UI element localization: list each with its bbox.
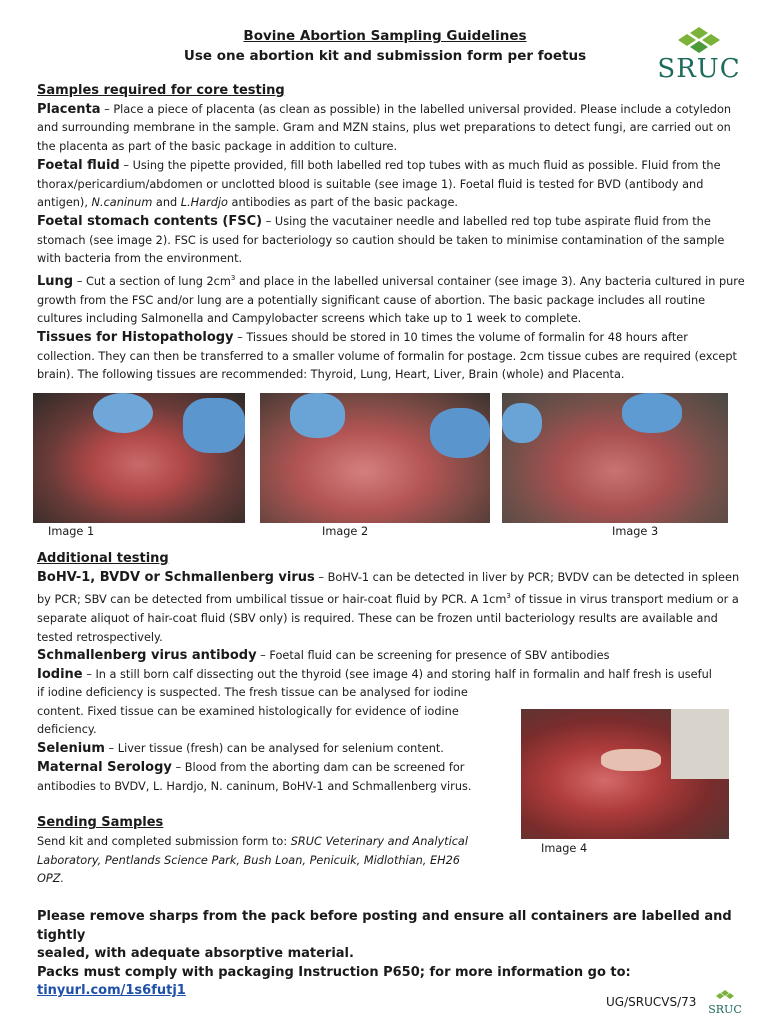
maternal-label: Maternal Serology [37,759,172,775]
notice-line-1: Please remove sharps from the pack before posting and ensure all containers are labelled and tightly [37,909,732,943]
image-4-caption: Image 4 [541,842,588,855]
selenium-paragraph [37,740,507,759]
address-line-2: Laboratory, Pentlands Science Park, Bush Loan, Penicuik, Midlothian, EH26 [37,853,460,867]
virus-label: BoHV-1, BVDV or Schmallenberg virus [37,569,315,585]
foetal-fluid-and: and [152,196,181,210]
iodine-text-line-4: deficiency. [37,723,97,737]
sending-line-3 [37,870,507,889]
additional-testing-heading: Additional testing [37,551,169,566]
placenta-paragraph [37,101,745,157]
image-2-caption: Image 2 [322,525,369,538]
lung-text: – Cut a section of lung 2cm [73,274,231,288]
lung-paragraph [37,269,745,329]
image-2-photo [260,393,490,523]
sbv-paragraph [37,647,745,666]
document-subtitle: Use one abortion kit and submission form per foetus [183,48,587,64]
histopathology-paragraph [37,329,745,385]
lung-superscript: 3 [230,274,236,283]
document-title: Bovine Abortion Sampling Guidelines [243,28,527,44]
fsc-paragraph [37,213,745,269]
selenium-label: Selenium [37,741,105,757]
sbv-text: – Foetal fluid can be screening for presence of SBV antibodies [256,649,610,663]
virus-text-end: of tissue in virus transport medium or a separate aliquot of hair-coat fluid (SBV only) is required. These can be frozen until bacteriology results are available and tested retrospectively. [37,593,739,644]
lung-label: Lung [37,273,74,289]
core-testing-heading: Samples required for core testing [37,83,285,98]
packaging-notice [37,908,737,1001]
virus-paragraph [37,569,745,648]
histopathology-text: – Tissues should be stored in 10 times the volume of formalin for 48 hours after collection. They can then be transferred to a smaller volume of formalin for postage. 2cm tissue cubes are required (except brain). The following tissues are recommended: Thyroid, Lung, Heart, Liver, Brain (whole) and Placenta. [37,330,737,382]
iodine-label: Iodine [37,666,83,682]
footer-logo-wordmark: SRUC [708,1003,742,1016]
address-line-1: SRUC Veterinary and Analytical [290,834,468,848]
notice-line-2: sealed, with adequate absorptive material. [37,946,354,961]
image-1-photo [33,393,245,523]
image-3-caption: Image 3 [612,525,659,538]
foetal-fluid-end: antibodies as part of the basic package. [227,196,458,210]
histopathology-label: Tissues for Histopathology [37,329,234,345]
sending-line-1 [37,833,507,852]
lung-text-end: and place in the labelled universal container (see image 3). Any bacteria cultured in pure growth from the FSC and/or lung are a potentially significant cause of abortion. The basic package includes all routine cultures including Salmonella and Campylobacter screens which take up to 1 week to complete. [37,274,745,326]
iodine-text: – In a still born calf dissecting out the thyroid (see image 4) and storing half in formalin and half fresh is useful [82,667,712,681]
notice-line-3-text: Packs must comply with packaging Instruction P650; for more information go to: [37,964,631,980]
sending-line-2 [37,852,507,871]
sending-samples-heading: Sending Samples [37,815,164,831]
selenium-text: – Liver tissue (fresh) can be analysed for selenium content. [104,742,444,756]
maternal-paragraph [37,759,507,778]
iodine-text-line-3: content. Fixed tissue can be examined histologically for evidence of iodine [37,704,459,718]
sruc-leaf-icon [653,26,745,54]
document-code: UG/SRUCVS/73 [606,995,697,1009]
sruc-logo [653,26,745,86]
virus-text: – BoHV-1 can be detected in liver by PCR; BVDV can be detected in spleen by PCR; SBV can be detected from umbilical tissue or hair-coat fluid by PCR. A 1cm [37,570,740,607]
sbv-label: Schmallenberg virus antibody [37,648,257,664]
iodine-text-line-2: if iodine deficiency is suspected. The fresh tissue can be analysed for iodine [37,686,468,699]
fsc-label: Foetal stomach contents (FSC) [37,213,263,229]
image-1-caption: Image 1 [48,525,95,538]
footer-sruc-logo [707,985,743,1016]
foetal-fluid-paragraph [37,157,745,213]
maternal-text: – Blood from the aborting dam can be screened for [171,760,465,774]
image-3-photo [502,393,728,523]
virus-superscript: 3 [506,592,511,601]
additional-testing-section [37,550,745,685]
iodine-paragraph [37,666,745,685]
sending-text: Send kit and completed submission form to: [37,834,291,848]
placenta-text: – Place a piece of placenta (as clean as possible) in the labelled universal provided. Please include a cotyledon and surrounding membrane in the sample. Gram and MZN stains, plus wet preparations to detect fungi, are carried out on the placenta as part of the basic package in addition to culture. [37,102,732,154]
foetal-fluid-label: Foetal fluid [37,157,120,173]
maternal-text-line-2: antibodies to BVDV, L. Hardjo, N. caninum, BoHV-1 and Schmallenberg virus. [37,779,472,793]
core-testing-section [37,82,745,385]
logo-wordmark: SRUC [657,54,741,84]
ncaninum-text: N.caninum [91,196,153,210]
info-link[interactable]: tinyurl.com/1s6futj1 [37,983,186,998]
address-line-3: OPZ. [37,872,65,886]
foetal-fluid-text: – Using the pipette provided, fill both labelled red top tubes with as much fluid as possible. Fluid from the thorax/pericardium/abdomen or unclotted blood is suitable (see image 1). Foetal fluid is tested for BVD (antibody and antigen), [37,158,721,210]
image-4-photo [521,709,729,839]
footer-leaf-icon [707,990,743,1000]
additional-testing-narrow-column [37,684,507,889]
lhardjo-text: L.Hardjo [180,196,228,210]
fsc-text: – Using the vacutainer needle and labelled red top tube aspirate fluid from the stomach (see image 2). FSC is used for bacteriology so caution should be taken to minimise contamination of the sample with bacteria from the environment. [37,214,725,266]
placenta-label: Placenta [37,101,101,117]
